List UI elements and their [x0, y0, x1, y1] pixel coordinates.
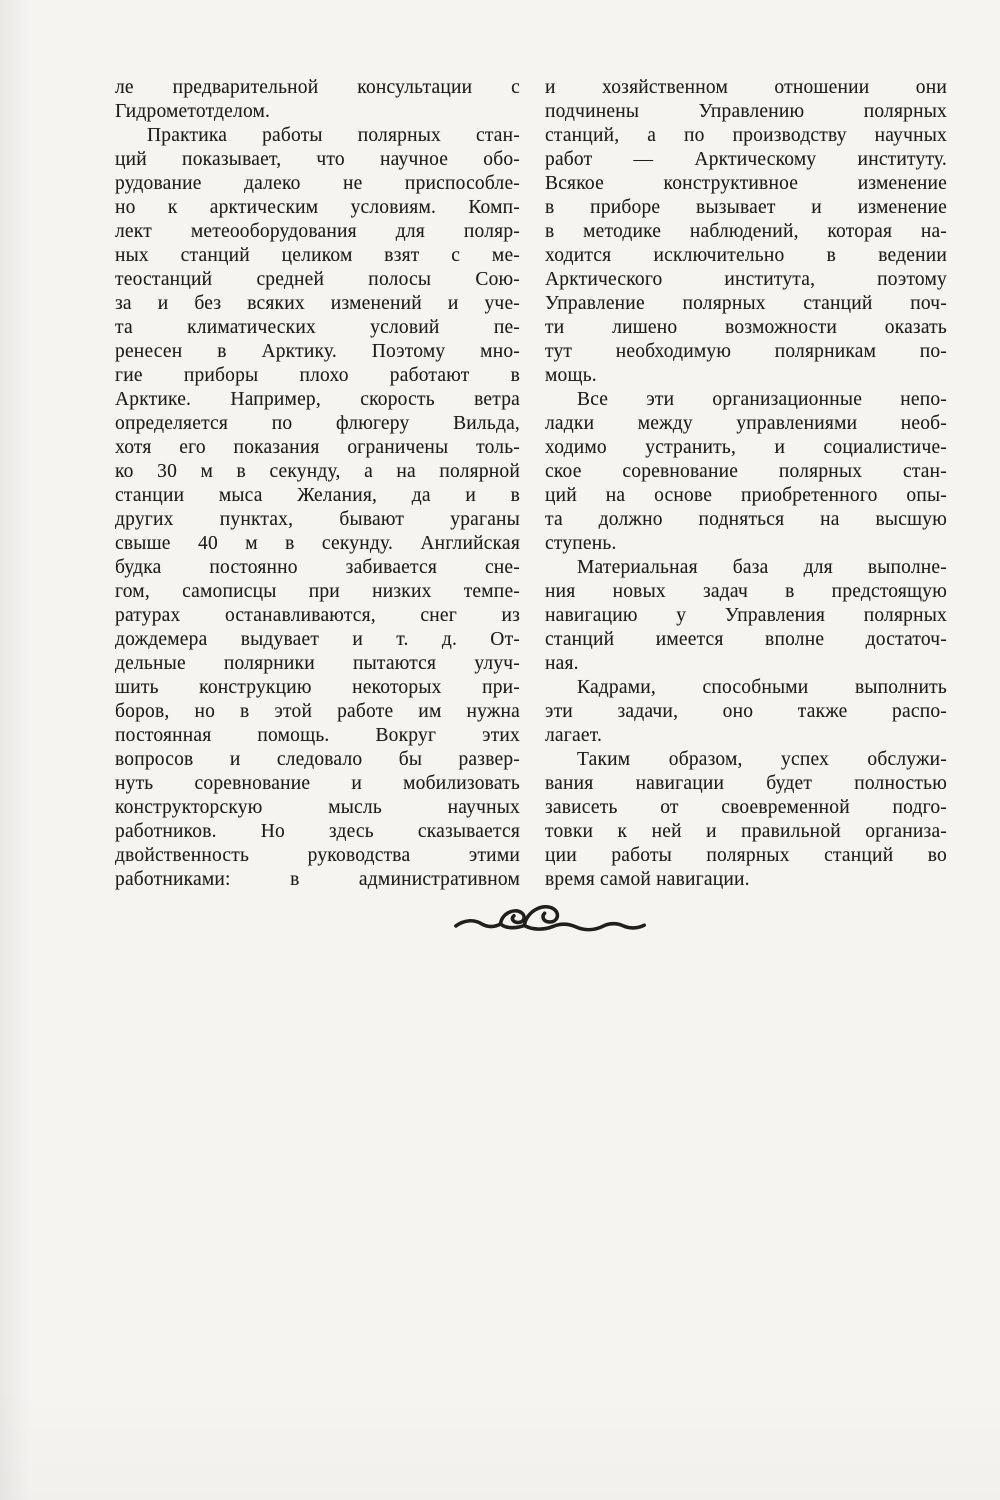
text-line: гом, самописцы при низких темпе- — [115, 581, 520, 602]
text-line: нуть соревнование и мобилизовать — [115, 773, 520, 794]
text-line: определяется по флюгеру Вильда, — [115, 413, 520, 434]
text-line: Материальная база для выполне- — [577, 557, 947, 578]
text-line: ле предварительной консультации с — [115, 77, 520, 98]
text-line: в приборе вызывает и изменение — [545, 197, 947, 218]
text-line: шить конструкцию некоторых при- — [115, 677, 520, 698]
text-line: ко 30 м в секунду, а на полярной — [115, 461, 520, 482]
text-line: свыше 40 м в секунду. Английская — [115, 533, 520, 554]
text-line: ренесен в Арктику. Поэтому мно- — [115, 341, 520, 362]
text-line: зависеть от своевременной подго- — [545, 797, 947, 818]
text-line: боров, но в этой работе им нужна — [115, 701, 520, 722]
wave-flourish-icon — [448, 896, 666, 940]
text-line: работ — Арктическому институту. — [545, 149, 947, 170]
text-line: станций имеется вполне достаточ- — [545, 629, 947, 650]
text-line: ладки между управлениями необ- — [545, 413, 947, 434]
text-line: та должно подняться на высшую — [545, 509, 947, 530]
text-line: ций показывает, что научное обо- — [115, 149, 520, 170]
text-line: ратурах останавливаются, снег из — [115, 605, 520, 626]
text-line: работниками: в административном — [115, 869, 520, 890]
text-line: ций на основе приобретенного опы- — [545, 485, 947, 506]
text-line: товки к ней и правильной организа- — [545, 821, 947, 842]
text-line: вопросов и следовало бы развер- — [115, 749, 520, 770]
text-line: дождемера выдувает и т. д. От- — [115, 629, 520, 650]
text-line: мощь. — [545, 365, 597, 386]
text-line: ния новых задач в предстоящую — [545, 581, 947, 602]
text-line: будка постоянно забивается сне- — [115, 557, 520, 578]
text-line: ское соревнование полярных стан- — [545, 461, 947, 482]
text-line: Все эти организационные непо- — [577, 389, 947, 410]
text-line: Арктике. Например, скорость ветра — [115, 389, 520, 410]
text-line: двойственность руководства этими — [115, 845, 520, 866]
text-line: ная. — [545, 653, 579, 674]
text-line: Таким образом, успех обслужи- — [577, 749, 947, 770]
text-line: гие приборы плохо работают в — [115, 365, 520, 386]
text-line: Практика работы полярных стан- — [147, 125, 520, 146]
text-line: хотя его показания ограничены толь- — [115, 437, 520, 458]
text-line: Кадрами, способными выполнить — [577, 677, 947, 698]
text-line: лагает. — [545, 725, 603, 746]
text-line: ных станций целиком взят с ме- — [115, 245, 520, 266]
text-column-left — [115, 76, 520, 892]
text-line: тут необходимую полярникам по- — [545, 341, 947, 362]
text-line: но к арктическим условиям. Комп- — [115, 197, 520, 218]
text-line: конструкторскую мысль научных — [115, 797, 520, 818]
text-line: вания навигации будет полностью — [545, 773, 947, 794]
text-line: станций, а по производству научных — [545, 125, 947, 146]
text-line: время самой навигации. — [545, 869, 750, 890]
text-line: ции работы полярных станций во — [545, 845, 947, 866]
text-column-right — [545, 76, 947, 892]
text-line: работников. Но здесь сказывается — [115, 821, 520, 842]
text-line: других пунктах, бывают ураганы — [115, 509, 520, 530]
text-line: ходится исключительно в ведении — [545, 245, 947, 266]
text-line: подчинены Управлению полярных — [545, 101, 947, 122]
text-line: за и без всяких изменений и уче- — [115, 293, 520, 314]
text-line: Управление полярных станций поч- — [545, 293, 947, 314]
text-line: ти лишено возможности оказать — [545, 317, 947, 338]
text-line: Арктического института, поэтому — [545, 269, 947, 290]
text-line: ступень. — [545, 533, 617, 554]
text-line: та климатических условий пе- — [115, 317, 520, 338]
text-line: навигацию у Управления полярных — [545, 605, 947, 626]
text-line: постоянная помощь. Вокруг этих — [115, 725, 520, 746]
text-line: эти задачи, оно также распо- — [545, 701, 947, 722]
text-line: и хозяйственном отношении они — [545, 77, 947, 98]
text-line: Гидрометотделом. — [115, 101, 271, 122]
text-line: дельные полярники пытаются улуч- — [115, 653, 520, 674]
text-line: лект метеооборудования для поляр- — [115, 221, 520, 242]
text-line: рудование далеко не приспособле- — [115, 173, 520, 194]
text-line: Всякое конструктивное изменение — [545, 173, 947, 194]
text-line: ходимо устранить, и социалистиче- — [545, 437, 947, 458]
text-line: станции мыса Желания, да и в — [115, 485, 520, 506]
text-line: теостанций средней полосы Сою- — [115, 269, 520, 290]
text-line: в методике наблюдений, которая на- — [545, 221, 947, 242]
